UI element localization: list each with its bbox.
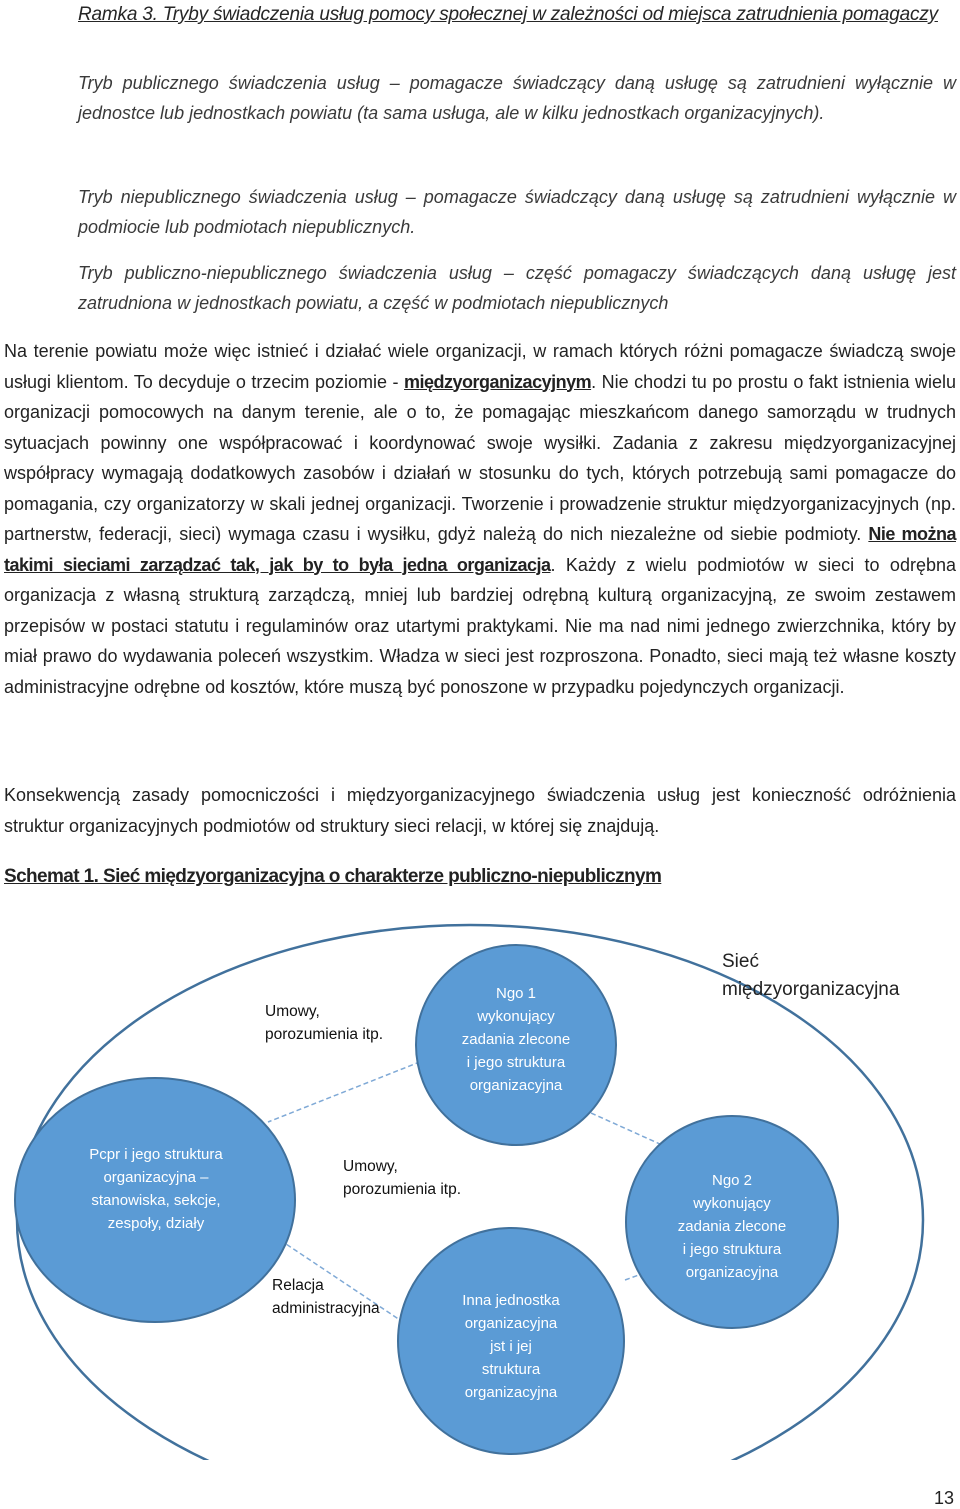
frame-paragraph-mixed: Tryb publiczno-niepublicznego świadczenia usług – część pomagaczy świadczących daną usługę jest zatrudniona w jednostkach powiatu, a część w podmiotach niepublicznych <box>78 263 956 313</box>
body-paragraph-interorganizational <box>4 336 956 702</box>
emphasis-cannot-manage: Nie można takimi sieciami zarządzać tak, jak by to była jedna organizacja <box>4 524 956 575</box>
network-label: Sieć międzyorganizacyjna <box>722 951 900 1000</box>
label-administrative-relation: Relacja administracyjna <box>272 1277 380 1317</box>
inna-jednostka-label: Inna jednostka organizacyjna jst i jej struktura organizacyjna <box>462 1292 560 1401</box>
label-agreements-top: Umowy, porozumienia itp. <box>265 1003 384 1043</box>
body-text-a: Na terenie powiatu może więc istnieć i działać wiele organizacji, w ramach których różni pomagacze świadczą swoje usługi klientom. To decyduje o trzecim poziomie - <box>4 341 956 392</box>
ngo1-label: Ngo 1 wykonujący zadania zlecone i jego struktura organizacyjna <box>461 985 571 1094</box>
frame-paragraph-public: Tryb publicznego świadczenia usług – pomagacze świadczący daną usługę są zatrudnieni wyłącznie w jednostce lub jednostkach powiatu (ta sama usługa, ale w kilku jednostkach organizacyjnych). <box>78 73 956 123</box>
label-agreements-middle: Umowy, porozumienia itp. <box>343 1158 462 1198</box>
emphasis-interorganizational: międzyorganizacyjnym <box>404 371 592 392</box>
frame-title: Ramka 3. Tryby świadczenia usług pomocy społecznej w zależności od miejsca zatrudnienia pomagaczy <box>78 4 938 25</box>
ngo2-label: Ngo 2 wykonujący zadania zlecone i jego struktura organizacyjna <box>677 1172 787 1281</box>
frame-paragraph-nonpublic: Tryb niepublicznego świadczenia usług – pomagacze świadczący daną usługę są zatrudnieni wyłącznie w podmiocie lub podmiotach niepublicznych. <box>78 187 956 237</box>
body-text-b: . Nie chodzi tu po prostu o fakt istnienia wielu organizacji pomocowych na danym terenie, ale o to, że pomagając mieszkańcom danego samorządu w trudnych sytuacjach powinny one współpracować i koordynować swoje wysiłki. Zadania z zakresu międzyorganizacyjnej współpracy wymagają dodatkowych zasobów i działań w stosunku do tych, których potrzebują sami pomagacze do pomagania, czy organizatorzy w skali jednej organizacji. Tworzenie i prowadzenie struktur międzyorganizacyjnych (np. partnerstw, federacji, sieci) wymaga czasu i wysiłku, gdyż należą do nich niezależne od siebie podmioty. <box>4 371 957 544</box>
body-paragraph-consequence: Konsekwencją zasady pomocniczości i międzyorganizacyjnego świadczenia usług jest konieczność odróżnienia struktur organizacyjnych podmiotów od struktury sieci relacji, w której się znajdują. <box>4 785 956 836</box>
schema-title: Schemat 1. Sieć międzyorganizacyjna o charakterze publiczno-niepublicznym <box>4 866 662 887</box>
page-number: 13 <box>933 1488 954 1508</box>
pcpr-label: Pcpr i jego struktura organizacyjna – stanowiska, sekcje, zespoły, działy <box>89 1146 223 1232</box>
body-text-c: . Każdy z wielu podmiotów w sieci to odrębna organizacja z własną strukturą zarządczą, mniej lub bardziej odrębną kulturą organizacyjną, ze swoim zestawem przepisów w postaci statutu i regulaminów oraz utartymi praktykami. Nie ma nad nimi jednego zwierzchnika, który by miał prawo do wydawania poleceń wszystkim. Władza w sieci jest rozproszona. Ponadto, sieci mają też własne koszty administracyjne odrębne od kosztów, które muszą być ponoszone w przypadku pojedynczych organizacji. <box>4 554 956 697</box>
